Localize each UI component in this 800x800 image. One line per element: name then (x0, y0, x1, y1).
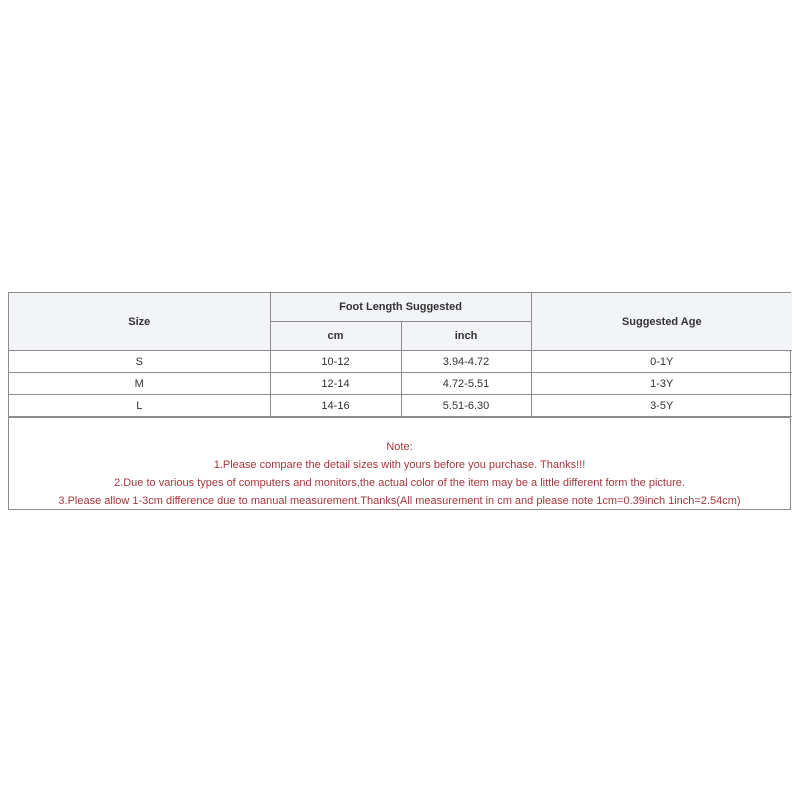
cell-cm: 14-16 (270, 395, 401, 417)
header-foot-length: Foot Length Suggested (270, 293, 531, 322)
cell-size: M (9, 373, 270, 395)
cell-inch: 5.51-6.30 (401, 395, 531, 417)
header-size: Size (9, 293, 270, 351)
size-table (9, 293, 792, 417)
header-inch: inch (401, 322, 531, 351)
note-item-1: 1.Please compare the detail sizes with yours before you purchase. Thanks!!! (213, 459, 586, 471)
note-item-3: 3.Please allow 1-3cm difference due to manual measurement.Thanks(All measurement in cm and please note 1cm=0.39inch 1inch=2.54cm) (58, 495, 741, 507)
cell-cm: 10-12 (270, 351, 401, 373)
cell-inch: 4.72-5.51 (401, 373, 531, 395)
size-chart (8, 292, 791, 510)
notes-section (9, 417, 790, 509)
table-row (9, 351, 792, 373)
note-title: Note: (386, 441, 413, 453)
table-row (9, 395, 792, 417)
cell-age: 3-5Y (531, 395, 792, 417)
header-suggested-age: Suggested Age (531, 293, 792, 351)
table-row (9, 373, 792, 395)
cell-inch: 3.94-4.72 (401, 351, 531, 373)
header-cm: cm (270, 322, 401, 351)
cell-size: L (9, 395, 270, 417)
cell-cm: 12-14 (270, 373, 401, 395)
cell-age: 1-3Y (531, 373, 792, 395)
cell-size: S (9, 351, 270, 373)
note-item-2: 2.Due to various types of computers and monitors,the actual color of the item may be a little different form the picture. (114, 477, 685, 489)
cell-age: 0-1Y (531, 351, 792, 373)
